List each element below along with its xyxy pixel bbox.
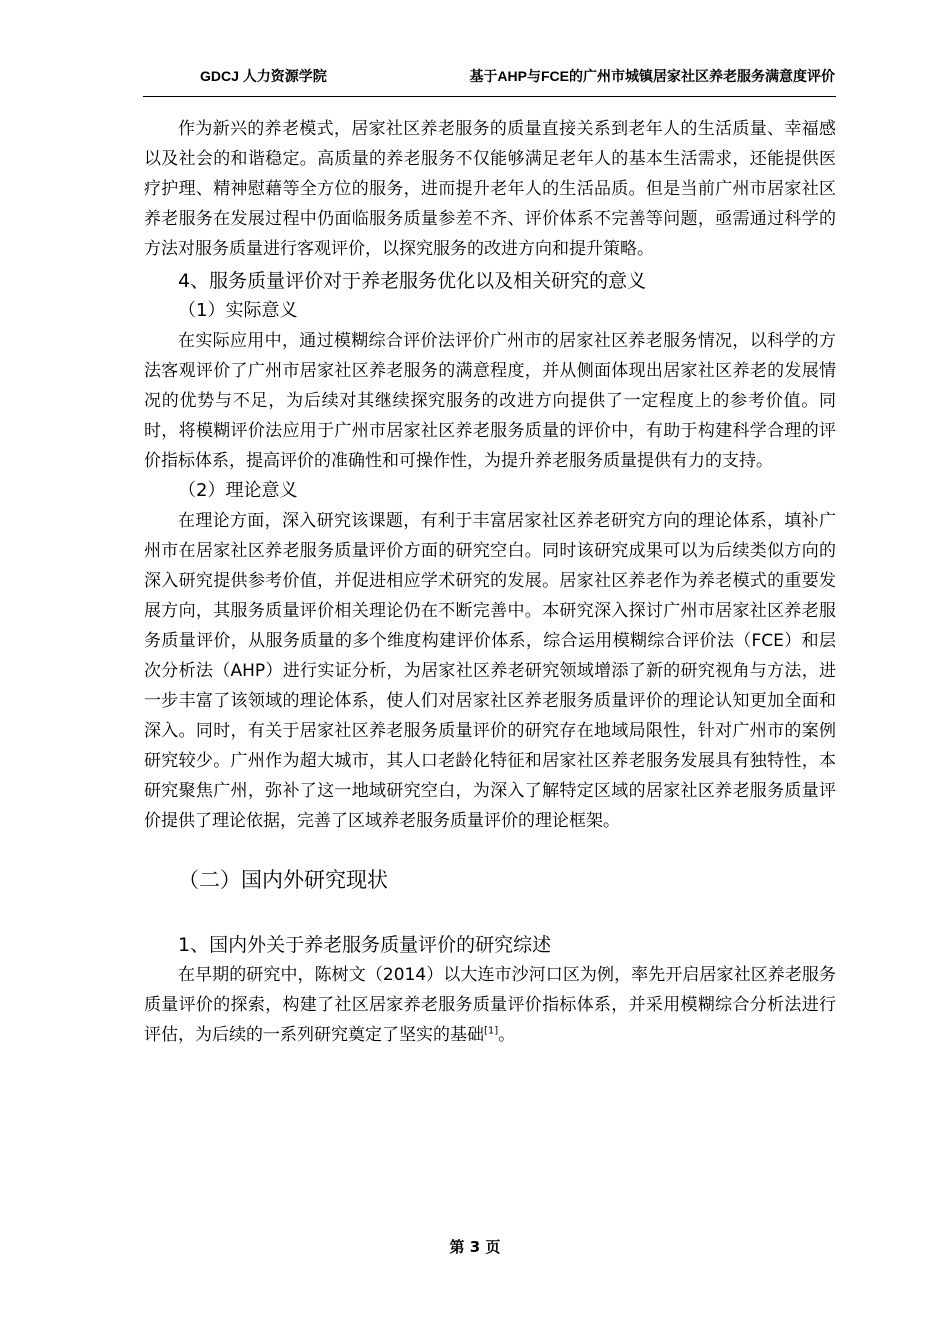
citation-ref-1[interactable]: [1] <box>484 1025 499 1037</box>
page-body <box>144 114 836 1050</box>
heading-practical-significance: （1）实际意义 <box>178 300 298 321</box>
header-divider <box>143 96 836 97</box>
paragraph-review-end: 。 <box>498 1025 516 1045</box>
header-institution: GDCJ 人力资源学院 <box>200 68 327 84</box>
heading-theoretical-significance: （2）理论意义 <box>178 480 298 501</box>
page-number: 第 3 页 <box>449 1238 501 1256</box>
heading-section-4: 4、服务质量评价对于养老服务优化以及相关研究的意义 <box>178 270 647 292</box>
heading-chapter-research-status: （二）国内外研究现状 <box>178 868 388 892</box>
header-paper-title: 基于AHP与FCE的广州市城镇居家社区养老服务满意度评价 <box>469 68 835 84</box>
paragraph-review-text: 在早期的研究中，陈树文（2014）以大连市沙河口区为例，率先开启居家社区养老服务质量评价的探索，构建了社区居家养老服务质量评价指标体系，并采用模糊综合分析法进行评估，为后续的一系列研究奠定了坚实的基础 <box>144 965 836 1045</box>
paragraph-practical: 在实际应用中，通过模糊综合评价法评价广州市的居家社区养老服务情况，以科学的方法客观评价了广州市居家社区养老服务的满意程度，并从侧面体现出居家社区养老的发展情况的优势与不足，为后续对其继续探究服务的改进方向提供了一定程度上的参考价值。同时，将模糊评价法应用于广州市居家社区养老服务质量的评价中，有助于构建科学合理的评价指标体系，提高评价的准确性和可操作性，为提升养老服务质量提供有力的支持。 <box>144 331 836 471</box>
paragraph-review <box>144 960 836 1050</box>
paragraph-intro: 作为新兴的养老模式，居家社区养老服务的质量直接关系到老年人的生活质量、幸福感以及社会的和谐稳定。高质量的养老服务不仅能够满足老年人的基本生活需求，还能提供医疗护理、精神慰藉等全方位的服务，进而提升老年人的生活品质。但是当前广州市居家社区养老服务在发展过程中仍面临服务质量参差不齐、评价体系不完善等问题，亟需通过科学的方法对服务质量进行客观评价，以探究服务的改进方向和提升策略。 <box>144 119 836 259</box>
heading-literature-review: 1、国内外关于养老服务质量评价的研究综述 <box>178 934 552 956</box>
paragraph-theoretical: 在理论方面，深入研究该课题，有利于丰富居家社区养老研究方向的理论体系，填补广州市在居家社区养老服务质量评价方面的研究空白。同时该研究成果可以为后续类似方向的深入研究提供参考价值，并促进相应学术研究的发展。居家社区养老作为养老模式的重要发展方向，其服务质量评价相关理论仍在不断完善中。本研究深入探讨广州市居家社区养老服务质量评价，从服务质量的多个维度构建评价体系，综合运用模糊综合评价法（FCE）和层次分析法（AHP）进行实证分析，为居家社区养老研究领域增添了新的研究视角与方法，进一步丰富了该领域的理论体系，使人们对居家社区养老服务质量评价的理论认知更加全面和深入。同时，有关于居家社区养老服务质量评价的研究存在地域局限性，针对广州市的案例研究较少。广州作为超大城市，其人口老龄化特征和居家社区养老服务发展具有独特性，本研究聚焦广州，弥补了这一地域研究空白，为深入了解特定区域的居家社区养老服务质量评价提供了理论依据，完善了区域养老服务质量评价的理论框架。 <box>144 511 836 831</box>
